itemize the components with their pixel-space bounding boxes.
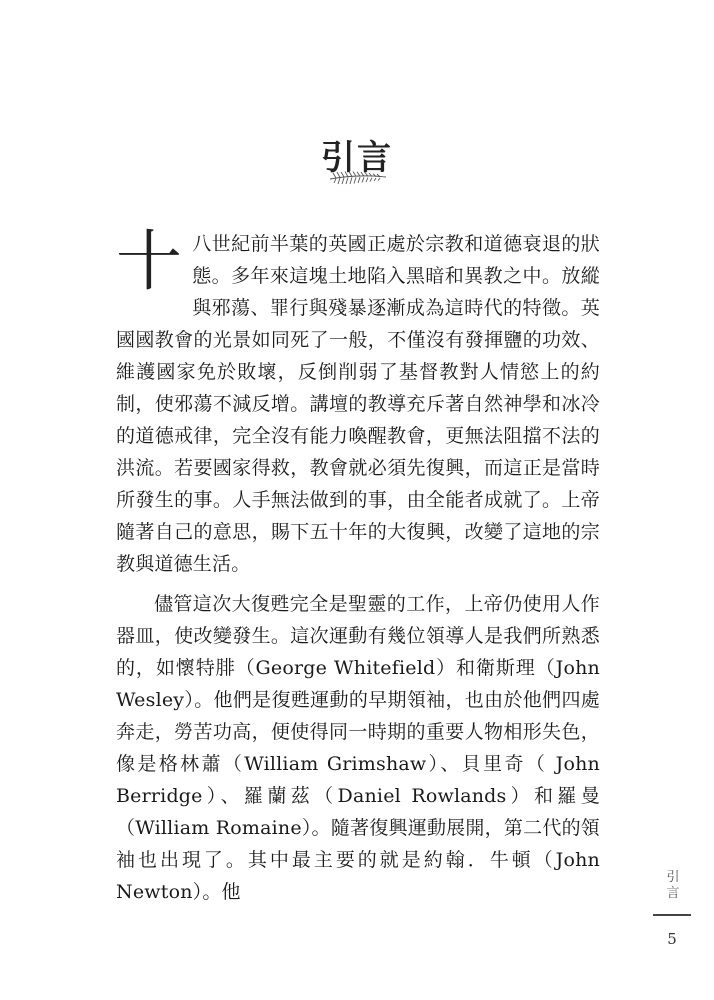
body-text: [116, 223, 600, 916]
paragraph-1-text: 八世紀前半葉的英國正處於宗教和道德衰退的狀態。多年來這塊土地陷入黑暗和異教之中。放縱與邪蕩、罪行與殘暴逐漸成為這時代的特徵。英國國教會的光景如同死了一般，不僅沒有發揮鹽的功效、維護國家免於敗壞，反倒削弱了基督教對人情慾上的約制，使邪蕩不減反增。講壇的教導充斥著自然神學和冰冷的道德戒律，完全沒有能力喚醒教會，更無法阻擋不法的洪流。若要國家得救，教會就必須先復興，而這正是當時所發生的事。人手無法做到的事，由全能者成就了。上帝隨著自己的意思，賜下五十年的大復興，改變了這地的宗教與道德生活。: [116, 233, 600, 575]
feather-ornament-icon: [328, 170, 388, 186]
drop-cap: 十: [116, 223, 183, 300]
page-title: 引言: [321, 138, 393, 178]
paragraph-1: [116, 223, 600, 580]
footer-divider: [653, 914, 691, 916]
page-number: 5: [667, 930, 677, 948]
paragraph-2: 儘管這次大復甦完全是聖靈的工作，上帝仍使用人作器皿，使改變發生。這次運動有幾位領導人是我們所熟悉的，如懷特腓（George Whitefield）和衛斯理（John Wesley）。他們是復甦運動的早期領袖，也由於他們四處奔走，勞苦功高，便使得同一時期的重要人物相形失色，像是格林蕭（William Grimshaw）、貝里奇（ John Berridge）、羅蘭茲（Daniel Rowlands）和羅曼（William Romaine）。隨著復興運動展開，第二代的領袖也出現了。其中最主要的就是約翰．牛頓（John Newton）。他: [116, 593, 600, 903]
chapter-side-label: 引言: [666, 870, 680, 901]
